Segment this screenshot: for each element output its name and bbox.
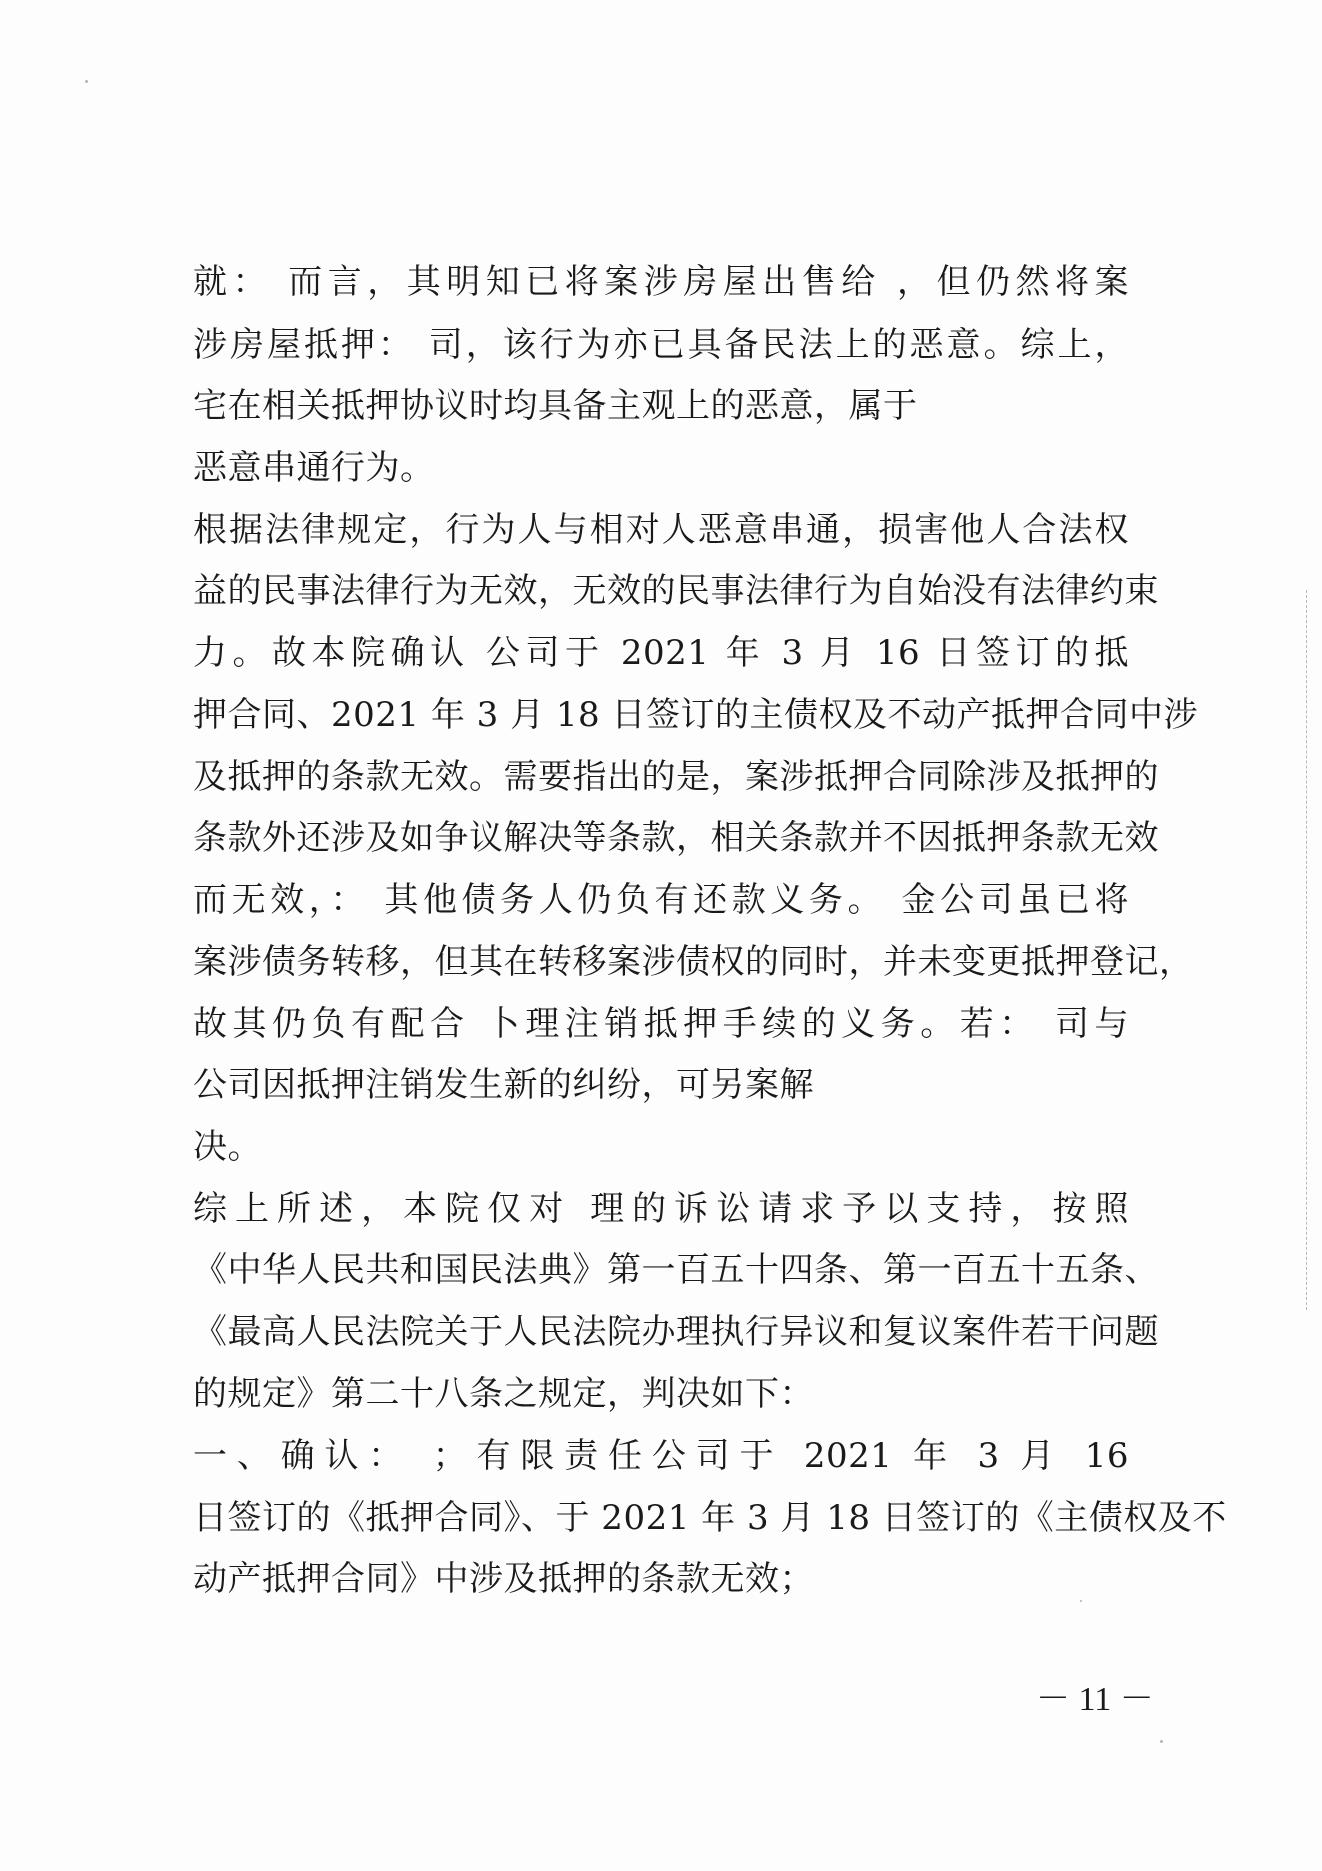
scan-speck <box>1160 1740 1163 1743</box>
text-line: 及抵押的条款无效。需要指出的是，案涉抵押合同除涉及抵押的 <box>193 757 1159 797</box>
text-line: 动产抵押合同》中涉及抵押的条款无效； <box>193 1559 814 1599</box>
text-line: 根据法律规定，行为人与相对人恶意串通，损害他人合法权 <box>193 510 1129 550</box>
text-line: 案涉债务转移，但其在转移案涉债权的同时，并未变更抵押登记， <box>193 942 1194 982</box>
text-line: 就： 而言，其明知已将案涉房屋出售给 ，但仍然将案 <box>193 262 1129 302</box>
scan-speck <box>85 80 88 83</box>
text-line: 条款外还涉及如争议解决等条款，相关条款并不因抵押条款无效 <box>193 818 1159 858</box>
text-line: 恶意串通行为。 <box>193 448 435 488</box>
text-line: 而无效，： 其他债务人仍负有还款义务。 金公司虽已将 <box>193 880 1129 920</box>
page-number: － 11 － <box>1036 1681 1154 1718</box>
text-line: 综上所述，本院仅对 理的诉讼请求予以支持，按照 <box>193 1189 1129 1229</box>
text-line: 公司因抵押注销发生新的纠纷，可另案解 <box>193 1065 814 1105</box>
text-line: 涉房屋抵押： 司，该行为亦已具备民法上的恶意。综上， <box>193 325 1129 365</box>
text-line: 一、确认： ；有限责任公司于 2021 年 3 月 16 <box>193 1436 1129 1476</box>
text-line: 故其仍负有配合 卜理注销抵押手续的义务。若： 司与 <box>193 1004 1129 1044</box>
text-line: 决。 <box>193 1127 262 1167</box>
text-line: 宅在相关抵押协议时均具备主观上的恶意，属于 <box>193 386 918 426</box>
scan-speck <box>1080 1600 1082 1602</box>
text-line: 的规定》第二十八条之规定，判决如下： <box>193 1374 814 1414</box>
scan-edge-line <box>1306 590 1308 1310</box>
text-line: 《最高人民法院关于人民法院办理执行异议和复议案件若干问题 <box>193 1312 1159 1352</box>
text-line: 日签订的《抵押合同》、于 2021 年 3 月 18 日签订的《主债权及不 <box>193 1498 1227 1538</box>
text-line: 益的民事法律行为无效，无效的民事法律行为自始没有法律约束 <box>193 571 1159 611</box>
text-line: 《中华人民共和国民法典》第一百五十四条、第一百五十五条、 <box>193 1250 1159 1290</box>
text-line: 力。故本院确认 公司于 2021 年 3 月 16 日签订的抵 <box>193 633 1129 673</box>
text-line: 押合同、2021 年 3 月 18 日签订的主债权及不动产抵押合同中涉 <box>193 695 1198 735</box>
